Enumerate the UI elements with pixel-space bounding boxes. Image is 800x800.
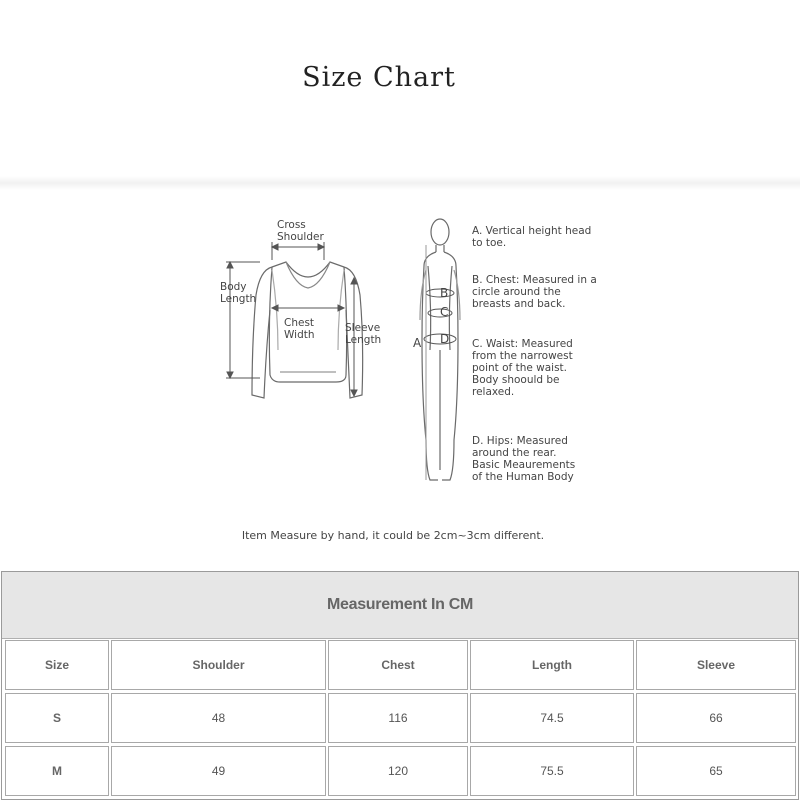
header-shoulder: Shoulder (111, 640, 326, 690)
table-row-s-shoulder: 48 (111, 693, 326, 743)
measurement-diagram (200, 200, 620, 510)
header-length: Length (470, 640, 634, 690)
section-divider (0, 176, 800, 190)
table-row-s-length: 74.5 (470, 693, 634, 743)
table-row-m-size: M (5, 746, 109, 796)
measurement-note: Item Measure by hand, it could be 2cm~3cm different. (241, 529, 545, 542)
marker-c: C (440, 305, 449, 319)
note-height: A. Vertical height head to toe. (472, 225, 592, 249)
table-row-m-length: 75.5 (470, 746, 634, 796)
body-length-label: Body Length (220, 281, 257, 305)
chest-width-arrow (272, 305, 344, 311)
marker-d: D (440, 332, 450, 346)
table-row-m-sleeve: 65 (636, 746, 796, 796)
header-chest: Chest (328, 640, 468, 690)
header-size: Size (5, 640, 109, 690)
body-length-arrow (226, 262, 260, 378)
cross-shoulder-arrow (272, 242, 324, 260)
header-sleeve: Sleeve (636, 640, 796, 690)
table-row-s-size: S (5, 693, 109, 743)
marker-b: B (440, 286, 449, 300)
size-table (1, 571, 799, 800)
chest-width-label: Chest Width (284, 317, 315, 341)
note-hips: D. Hips: Measured around the rear. Basic Meaurements of the Human Body (472, 435, 576, 483)
table-row-m-chest: 120 (328, 746, 468, 796)
sleeve-length-label: Sleeve Length (345, 322, 382, 346)
note-chest: B. Chest: Measured in a circle around the breasts and back. (472, 274, 597, 310)
marker-a: A (413, 336, 422, 350)
page-title: Size Chart (302, 62, 456, 93)
table-row-m-shoulder: 49 (111, 746, 326, 796)
table-caption: Measurement In CM (2, 572, 798, 639)
table-row-s-chest: 116 (328, 693, 468, 743)
table-row-s-sleeve: 66 (636, 693, 796, 743)
note-waist: C. Waist: Measured from the narrowest point of the waist. Body shoould be relaxed. (472, 338, 573, 398)
cross-shoulder-label: Cross Shoulder (277, 219, 324, 243)
